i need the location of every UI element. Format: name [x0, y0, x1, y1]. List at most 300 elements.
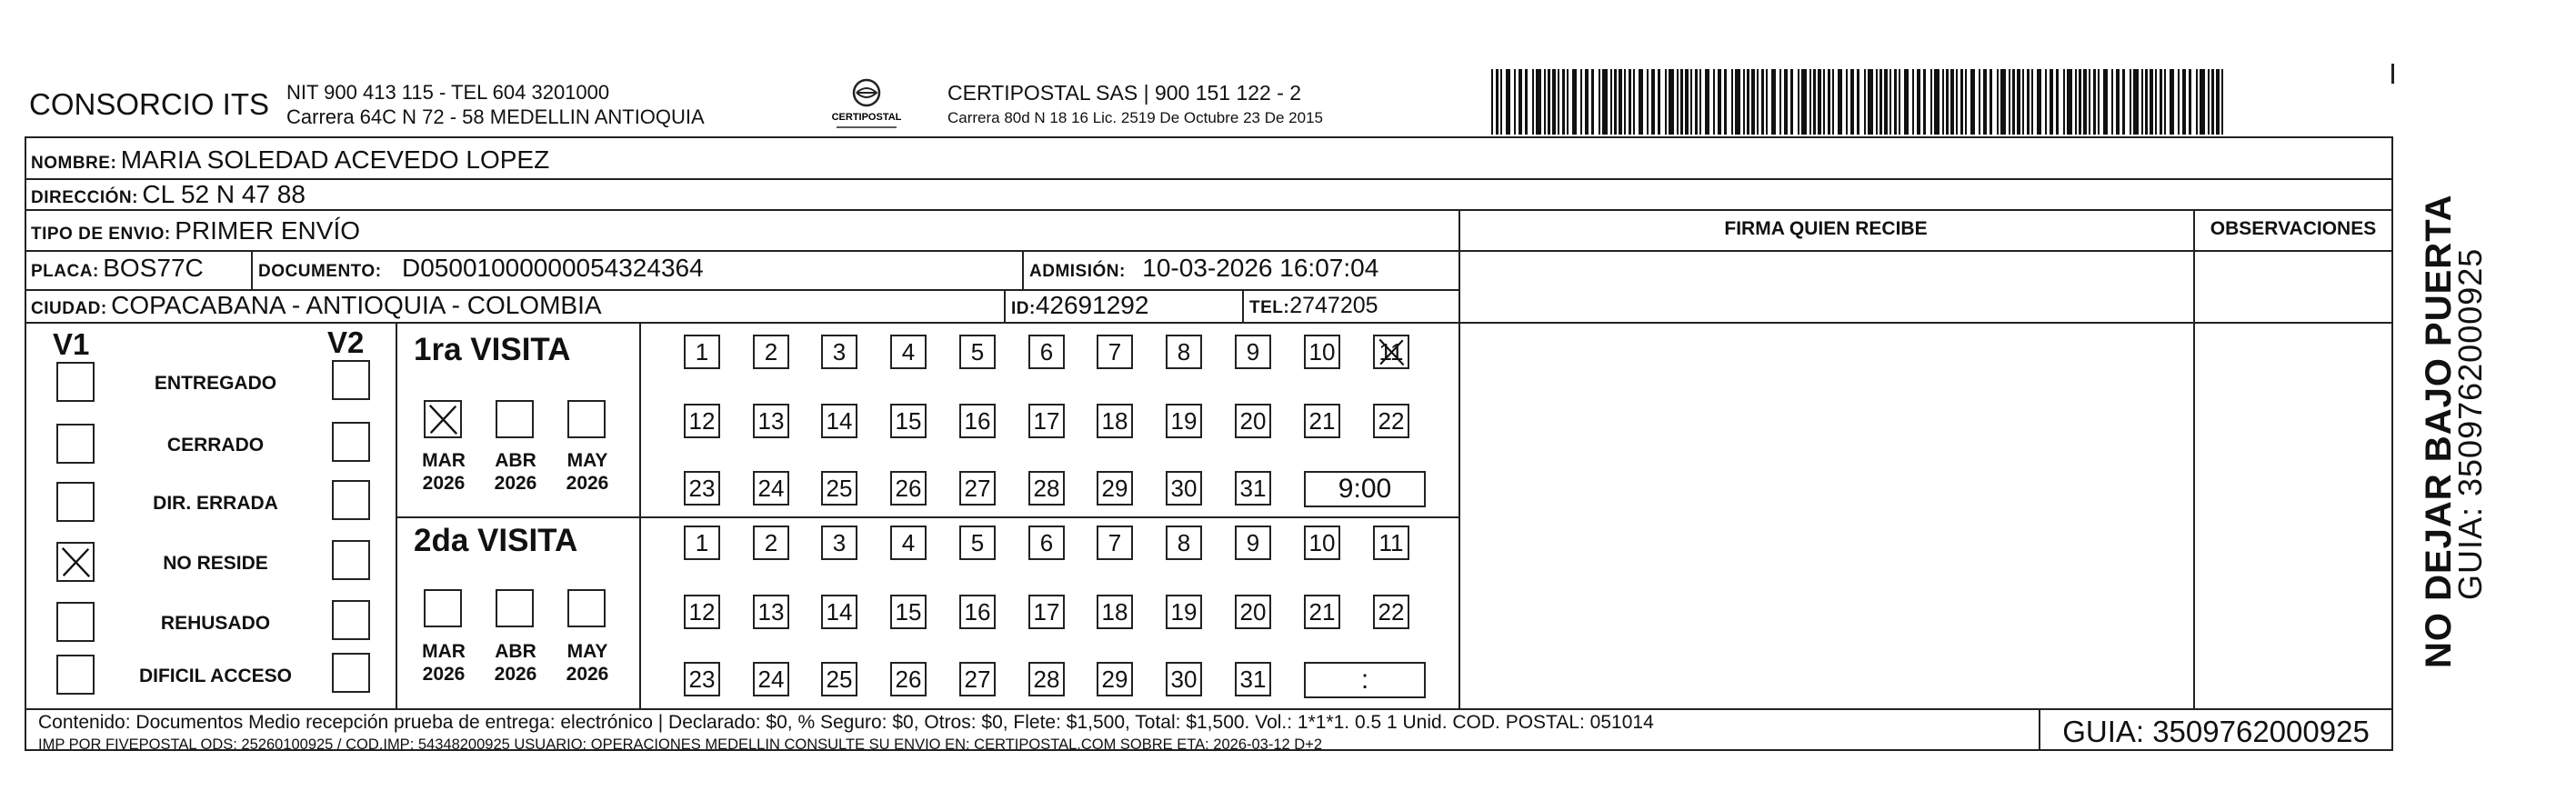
barcode-bar — [1735, 69, 1740, 135]
barcode-bar — [1912, 69, 1914, 135]
day-box[interactable] — [890, 595, 927, 629]
barcode-bar — [1823, 69, 1825, 135]
barcode-bar — [1956, 69, 1958, 135]
barcode-bar — [1496, 69, 1498, 135]
v1-checkbox[interactable] — [56, 482, 95, 522]
barcode-bar — [2031, 69, 2033, 135]
barcode — [1491, 69, 2223, 135]
barcode-bar — [2045, 69, 2047, 135]
v1-checkbox[interactable] — [56, 602, 95, 642]
barcode-bar — [1946, 69, 1949, 135]
nombre-value: MARIA SOLEDAD ACEVEDO LOPEZ — [120, 145, 550, 174]
day-box[interactable] — [1028, 526, 1065, 560]
placa-label: PLACA: — [31, 262, 99, 281]
day-box[interactable] — [959, 471, 996, 506]
day-number: 8 — [1177, 337, 1191, 365]
barcode-bar — [1879, 69, 1882, 135]
day-box[interactable] — [821, 595, 857, 629]
day-box[interactable] — [1028, 595, 1065, 629]
month-year: 2026 — [494, 473, 537, 494]
day-number: 3 — [832, 528, 847, 556]
barcode-bar — [1979, 69, 1980, 135]
day-number: 5 — [970, 528, 985, 556]
barcode-bar — [1506, 69, 1510, 135]
barcode-bar — [1633, 69, 1635, 135]
day-box[interactable] — [959, 404, 996, 438]
barcode-bar — [1917, 69, 1920, 135]
v1-checkbox[interactable] — [56, 424, 95, 464]
barcode-bar — [2130, 69, 2131, 135]
day-box[interactable] — [684, 526, 720, 560]
barcode-bar — [1779, 69, 1781, 135]
barcode-bar — [1784, 69, 1788, 135]
day-number: 27 — [964, 474, 991, 502]
day-number: 1 — [695, 337, 709, 365]
barcode-bar — [2116, 69, 2120, 135]
day-box[interactable] — [1166, 595, 1202, 629]
day-number: 15 — [895, 406, 922, 435]
first-visit-title: 1ra VISITA — [414, 332, 571, 367]
barcode-bar — [1558, 69, 1559, 135]
day-box[interactable] — [1028, 662, 1065, 696]
day-number: 12 — [688, 406, 716, 435]
barcode-bar — [1864, 69, 1866, 135]
barcode-bar — [1838, 69, 1842, 135]
barcode-bar — [1677, 69, 1679, 135]
day-number: 28 — [1033, 665, 1060, 693]
id-row — [1011, 291, 1148, 320]
day-number: 2 — [764, 337, 778, 365]
barcode-bar — [1619, 69, 1622, 135]
month-name: MAY — [566, 450, 608, 471]
barcode-bar — [1610, 69, 1612, 135]
day-box[interactable] — [959, 526, 996, 560]
barcode-bar — [1846, 69, 1848, 135]
day-box[interactable] — [1097, 662, 1133, 696]
barcode-bar — [1599, 69, 1600, 135]
barcode-bar — [1809, 69, 1811, 135]
barcode-bar — [2170, 69, 2174, 135]
barcode-bar — [1669, 69, 1674, 135]
month-checkbox-checked[interactable] — [424, 400, 462, 438]
day-box[interactable] — [1304, 526, 1340, 560]
barcode-bar — [1766, 69, 1768, 135]
barcode-bar — [1950, 69, 1954, 135]
company-name: CONSORCIO ITS — [29, 87, 270, 121]
day-box[interactable] — [1028, 335, 1065, 369]
month-year: 2026 — [566, 664, 609, 685]
barcode-bar — [1790, 69, 1793, 135]
day-number: 7 — [1108, 528, 1122, 556]
tel-row — [1249, 293, 1378, 319]
documento-value: D05001000000054324364 — [402, 254, 704, 282]
observaciones-header: OBSERVACIONES — [2210, 218, 2377, 239]
nombre-row — [31, 145, 549, 175]
barcode-bar — [1771, 69, 1776, 135]
barcode-bar — [2093, 69, 2096, 135]
side-guia: GUIA: 3509762000925 — [2451, 247, 2489, 600]
barcode-bar — [2000, 69, 2006, 135]
day-box[interactable] — [1166, 662, 1202, 696]
day-box[interactable] — [1235, 526, 1271, 560]
nombre-label: NOMBRE: — [31, 154, 117, 173]
month-name: MAR — [422, 641, 466, 662]
day-box[interactable] — [753, 471, 789, 506]
day-number: 30 — [1170, 474, 1198, 502]
barcode-bar — [1602, 69, 1608, 135]
barcode-bar — [1532, 69, 1534, 135]
day-number: 16 — [964, 597, 991, 626]
day-number: 26 — [895, 474, 922, 502]
day-box[interactable] — [1304, 335, 1340, 369]
barcode-bar — [1536, 69, 1541, 135]
day-box[interactable] — [821, 526, 857, 560]
barcode-bar — [1548, 69, 1550, 135]
day-number: 20 — [1239, 406, 1267, 435]
barcode-bar — [1695, 69, 1698, 135]
day-number: 22 — [1378, 406, 1405, 435]
barcode-bar — [1690, 69, 1692, 135]
day-box[interactable] — [959, 595, 996, 629]
v1-header: V1 — [53, 327, 90, 361]
month-checkbox[interactable] — [496, 589, 534, 627]
day-box[interactable] — [1304, 404, 1340, 438]
barcode-bar — [2208, 69, 2210, 135]
barcode-bar — [1894, 69, 1897, 135]
day-number: 18 — [1101, 406, 1128, 435]
barcode-bar — [1647, 69, 1649, 135]
barcode-bar — [2111, 69, 2113, 135]
tel-value: 2747205 — [1289, 293, 1378, 318]
day-box[interactable] — [1235, 662, 1271, 696]
barcode-bar — [1818, 69, 1821, 135]
month-checkbox[interactable] — [496, 400, 534, 438]
barcode-bar — [2017, 69, 2020, 135]
day-number: 13 — [757, 597, 785, 626]
day-number: 1 — [695, 528, 709, 556]
day-number: 11 — [1378, 337, 1404, 365]
barcode-bar — [2098, 69, 2100, 135]
barcode-bar — [1500, 69, 1502, 135]
certipostal-info — [947, 80, 1323, 131]
day-number: 6 — [1039, 528, 1054, 556]
barcode-bar — [1832, 69, 1834, 135]
barcode-bar — [1699, 69, 1701, 135]
day-box[interactable] — [821, 471, 857, 506]
day-box-checked[interactable] — [1373, 335, 1409, 369]
barcode-bar — [2182, 69, 2186, 135]
day-box[interactable] — [1373, 526, 1409, 560]
day-number: 31 — [1239, 474, 1267, 502]
barcode-bar — [2178, 69, 2180, 135]
barcode-bar — [2160, 69, 2162, 135]
month-checkbox[interactable] — [424, 589, 462, 627]
certipostal-name: CERTIPOSTAL SAS | 900 151 122 - 2 — [947, 81, 1302, 105]
barcode-bar — [1705, 69, 1709, 135]
barcode-bar — [2122, 69, 2125, 135]
day-box[interactable] — [1373, 404, 1409, 438]
day-number: 19 — [1170, 406, 1198, 435]
day-number: 24 — [757, 474, 785, 502]
day-number: 10 — [1308, 528, 1336, 556]
corner-mark — [2391, 64, 2394, 84]
day-box[interactable] — [1097, 404, 1133, 438]
month-label — [411, 449, 476, 495]
day-box[interactable] — [890, 662, 927, 696]
day-box[interactable] — [1028, 404, 1065, 438]
barcode-bar — [2216, 69, 2220, 135]
barcode-bar — [1798, 69, 1799, 135]
month-year: 2026 — [422, 473, 466, 494]
observaciones-area[interactable] — [2195, 252, 2391, 706]
day-box[interactable] — [821, 404, 857, 438]
day-box[interactable] — [684, 662, 720, 696]
barcode-bar — [1685, 69, 1689, 135]
direccion-row — [31, 180, 306, 209]
barcode-bar — [1904, 69, 1909, 135]
day-box[interactable] — [821, 662, 857, 696]
barcode-bar — [2164, 69, 2166, 135]
company-nit: NIT 900 413 115 - TEL 604 3201000 — [286, 81, 610, 104]
day-box[interactable] — [1166, 526, 1202, 560]
ciudad-label: CIUDAD: — [31, 299, 107, 318]
tipo-envio-label: TIPO DE ENVIO: — [31, 225, 171, 244]
month-year: 2026 — [494, 664, 537, 685]
month-label — [555, 449, 620, 495]
barcode-bar — [2067, 69, 2072, 135]
barcode-bar — [1519, 69, 1522, 135]
barcode-bar — [2211, 69, 2214, 135]
barcode-bar — [2141, 69, 2143, 135]
barcode-bar — [1743, 69, 1745, 135]
status-label: DIFICIL ACCESO — [138, 666, 292, 686]
barcode-bar — [2050, 69, 2053, 135]
day-number: 20 — [1239, 597, 1267, 626]
ciudad-value: COPACABANA - ANTIOQUIA - COLOMBIA — [111, 291, 602, 319]
barcode-bar — [1868, 69, 1873, 135]
barcode-bar — [2083, 69, 2087, 135]
day-box[interactable] — [1235, 335, 1271, 369]
admision-label: ADMISIÓN: — [1029, 262, 1126, 281]
month-label — [483, 449, 548, 495]
day-number: 4 — [901, 528, 916, 556]
day-number: 8 — [1177, 528, 1191, 556]
day-number: 17 — [1033, 597, 1060, 626]
day-number: 21 — [1308, 406, 1336, 435]
day-box[interactable] — [684, 471, 720, 506]
id-label: ID: — [1011, 299, 1036, 318]
barcode-bar — [1624, 69, 1626, 135]
day-number: 7 — [1108, 337, 1122, 365]
status-label: ENTREGADO — [154, 373, 277, 394]
barcode-bar — [2056, 69, 2059, 135]
barcode-bar — [2012, 69, 2015, 135]
barcode-bar — [1491, 69, 1493, 135]
day-number: 14 — [826, 406, 853, 435]
barcode-bar — [1552, 69, 1556, 135]
day-box[interactable] — [753, 595, 789, 629]
barcode-bar — [2150, 69, 2153, 135]
barcode-bar — [1889, 69, 1891, 135]
month-label — [411, 640, 476, 686]
barcode-bar — [1884, 69, 1888, 135]
day-box[interactable] — [821, 335, 857, 369]
v1-checkbox[interactable] — [56, 655, 95, 695]
day-box[interactable] — [890, 526, 927, 560]
day-number: 31 — [1239, 665, 1267, 693]
barcode-bar — [1658, 69, 1660, 135]
day-box[interactable] — [890, 471, 927, 506]
day-box[interactable] — [959, 662, 996, 696]
logo-text: CERTIPOSTAL — [831, 112, 902, 123]
v2-checkbox[interactable] — [332, 540, 370, 580]
second-visit-title: 2da VISITA — [414, 523, 578, 558]
day-number: 23 — [688, 474, 716, 502]
day-number: 17 — [1033, 406, 1060, 435]
barcode-bar — [1930, 69, 1932, 135]
barcode-bar — [2089, 69, 2090, 135]
barcode-bar — [1731, 69, 1733, 135]
barcode-bar — [1970, 69, 1975, 135]
day-box[interactable] — [890, 335, 927, 369]
day-box[interactable] — [1097, 471, 1133, 506]
day-box[interactable] — [753, 526, 789, 560]
footer-imp-line: IMP POR FIVEPOSTAL ODS: 25260100925 / COD.IMP: 54348200925 USUARIO: OPERACIONES MEDELLIN CONSULTE SU ENVIO EN: CERTIPOSTAL.COM SOBRE ETA: 2026-03-12 D+2 — [38, 736, 1323, 753]
day-box[interactable] — [1166, 404, 1202, 438]
footer-guia: GUIA: 3509762000925 — [2062, 715, 2370, 748]
no-dejar-bajo-puerta: NO DEJAR BAJO PUERTA — [2419, 194, 2459, 668]
id-value: 42691292 — [1035, 291, 1149, 319]
status-label: CERRADO — [166, 435, 265, 456]
day-number: 29 — [1101, 665, 1128, 693]
barcode-bar — [2221, 69, 2223, 135]
barcode-bar — [1525, 69, 1528, 135]
barcode-bar — [2079, 69, 2081, 135]
barcode-bar — [1828, 69, 1830, 135]
day-box[interactable] — [684, 335, 720, 369]
day-box[interactable] — [753, 335, 789, 369]
day-box[interactable] — [684, 404, 720, 438]
barcode-bar — [1651, 69, 1655, 135]
admision-row — [1029, 254, 1378, 283]
day-box[interactable] — [1166, 335, 1202, 369]
barcode-bar — [1813, 69, 1816, 135]
documento-label: DOCUMENTO: — [258, 262, 382, 281]
time-box[interactable]: : — [1304, 662, 1426, 698]
day-number: 21 — [1308, 597, 1336, 626]
barcode-bar — [1757, 69, 1759, 135]
day-number: 9 — [1246, 528, 1260, 556]
tipo-envio-row — [31, 216, 360, 245]
barcode-bar — [2196, 69, 2198, 135]
day-box[interactable] — [890, 404, 927, 438]
day-box[interactable] — [753, 662, 789, 696]
barcode-bar — [1713, 69, 1715, 135]
day-box[interactable] — [1097, 595, 1133, 629]
day-box[interactable] — [959, 335, 996, 369]
month-label — [483, 640, 548, 686]
barcode-bar — [1639, 69, 1643, 135]
barcode-bar — [1585, 69, 1589, 135]
barcode-bar — [1614, 69, 1617, 135]
barcode-bar — [1567, 69, 1569, 135]
barcode-bar — [1997, 69, 1999, 135]
v2-header: V2 — [327, 325, 365, 359]
day-number: 12 — [688, 597, 716, 626]
barcode-bar — [2133, 69, 2139, 135]
day-box[interactable] — [1028, 471, 1065, 506]
day-box[interactable] — [1097, 335, 1133, 369]
day-box[interactable] — [1235, 595, 1271, 629]
barcode-bar — [1857, 69, 1859, 135]
day-number: 10 — [1308, 337, 1336, 365]
day-box[interactable] — [1304, 595, 1340, 629]
v2-checkbox[interactable] — [332, 480, 370, 520]
barcode-bar — [1665, 69, 1667, 135]
company-address: Carrera 64C N 72 - 58 MEDELLIN ANTIOQUIA — [286, 105, 705, 128]
day-number: 23 — [688, 665, 716, 693]
barcode-bar — [1572, 69, 1577, 135]
ciudad-row — [31, 291, 602, 320]
barcode-bar — [1724, 69, 1727, 135]
month-checkbox[interactable] — [567, 589, 606, 627]
day-number: 5 — [970, 337, 985, 365]
day-number: 4 — [901, 337, 916, 365]
day-number: 15 — [895, 597, 922, 626]
day-box[interactable] — [1166, 471, 1202, 506]
day-box[interactable] — [1235, 404, 1271, 438]
day-box[interactable] — [1235, 471, 1271, 506]
day-box[interactable] — [753, 404, 789, 438]
direccion-value: CL 52 N 47 88 — [142, 180, 306, 208]
day-number: 16 — [964, 406, 991, 435]
footer-content-line: Contenido: Documentos Medio recepción prueba de entrega: electrónico | Declarado: $0, % Seguro: $0, Otros: $0, Flete: $1,500, Total: $1,500. Vol.: 1*1*1. 0.5 1 Unid. COD. POSTAL: 051014 — [38, 712, 1654, 733]
day-number: 6 — [1039, 337, 1054, 365]
month-checkbox[interactable] — [567, 400, 606, 438]
barcode-bar — [2037, 69, 2041, 135]
v1-checkbox[interactable] — [56, 362, 95, 402]
day-number: 3 — [832, 337, 847, 365]
v2-checkbox[interactable] — [332, 653, 370, 693]
barcode-bar — [1751, 69, 1755, 135]
barcode-bar — [2189, 69, 2191, 135]
month-name: MAY — [566, 641, 608, 662]
barcode-bar — [2155, 69, 2157, 135]
v2-checkbox[interactable] — [332, 600, 370, 640]
placa-row — [31, 254, 204, 283]
month-label — [555, 640, 620, 686]
day-box[interactable] — [1097, 526, 1133, 560]
barcode-bar — [2145, 69, 2148, 135]
tipo-envio-value: PRIMER ENVÍO — [175, 216, 361, 245]
month-year: 2026 — [566, 473, 609, 494]
day-number: 18 — [1101, 597, 1128, 626]
v2-checkbox[interactable] — [332, 422, 370, 462]
firma-header: FIRMA QUIEN RECIBE — [1724, 218, 1928, 239]
barcode-bar — [1718, 69, 1721, 135]
day-number: 19 — [1170, 597, 1198, 626]
v2-checkbox[interactable] — [332, 360, 370, 400]
time-box[interactable]: 9:00 — [1304, 471, 1426, 507]
day-box[interactable] — [684, 595, 720, 629]
barcode-bar — [2063, 69, 2065, 135]
status-label: NO RESIDE — [163, 553, 268, 574]
v1-checkbox-checked[interactable] — [56, 542, 95, 582]
day-number: 22 — [1378, 597, 1405, 626]
certipostal-address: Carrera 80d N 18 16 Lic. 2519 De Octubre 23 De 2015 — [947, 109, 1323, 126]
day-box[interactable] — [1373, 595, 1409, 629]
firma-area[interactable] — [1460, 252, 2191, 706]
